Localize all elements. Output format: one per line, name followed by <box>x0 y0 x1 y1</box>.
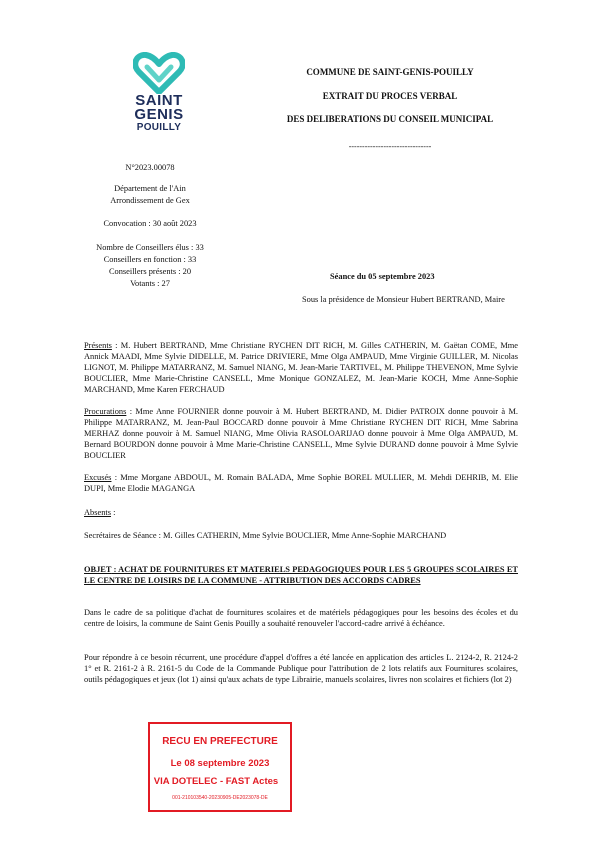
presents-paragraph <box>84 340 518 395</box>
header-extrait: EXTRAIT DU PROCES VERBAL <box>322 91 458 101</box>
excuses-text: : Mme Morgane ABDOUL, M. Romain BALADA, Mme Sophie BOREL MULLIER, M. Mehdi DEHRIB, M. Elie DUPI, Mme Elodie MAGANGA <box>84 473 518 493</box>
stamp-via: VIA DOTELEC - FAST Actes <box>153 776 279 787</box>
presents-label: Présents <box>84 341 112 350</box>
logo-line-saint: SAINT <box>135 92 183 109</box>
header-deliberations: DES DELIBERATIONS DU CONSEIL MUNICIPAL <box>286 114 494 124</box>
procurations-label: Procurations <box>84 407 127 416</box>
objet-label: OBJET <box>84 565 112 574</box>
stamp-date: Le 08 septembre 2023 <box>170 758 270 769</box>
header-separator: ------------------------------- <box>348 142 432 151</box>
heart-logo-icon <box>133 52 185 94</box>
procurations-paragraph <box>84 406 518 461</box>
context-paragraph: Dans le cadre de sa politique d'achat de fournitures scolaires et de matériels pédagogiques pour les besoins des écoles et du centre de loisirs, la commune de Saint Genis Pouilly a souhaité renouveler l'accord-cadre arrivé à échéance. <box>84 608 518 628</box>
absents-label: Absents <box>84 508 111 517</box>
logo-line-genis: GENIS <box>134 106 184 123</box>
commune-logo <box>128 52 190 134</box>
presents-text: : M. Hubert BERTRAND, Mme Christiane RYCHEN DIT RICH, M. Gilles CATHERIN, M. Gaëtan COME, Mme Annick MAADI, Mme Sylvie DIDELLE, M. Patrice DRIVIERE, Mme Olga AMPAUD, Mme Virginie GUILLER, M. Nicolas LIGNOT, M. Philippe MATARRANZ, M. Samuel NIANG, M. Jean-Marie TARTIVEL, M. Philippe THEVENON, Mme Sylvie BOUCLIER, Mme Marie-Christine CANSELL, Mme Monique GONZALEZ, M. Jean-Marie KOCH, Mme Anne-Sophie MARCHAND, Mme Karen FERCHAUD <box>84 341 518 394</box>
prefecture-stamp <box>148 722 292 812</box>
logo-wordmark <box>128 94 190 134</box>
presidence: Sous la présidence de Monsieur Hubert BERTRAND, Maire <box>302 295 505 304</box>
header-commune: COMMUNE DE SAINT-GENIS-POUILLY <box>306 67 474 77</box>
seance-title: Séance du 05 septembre 2023 <box>330 272 435 281</box>
votants: Votants : 27 <box>130 279 170 288</box>
excuses-paragraph <box>84 472 518 494</box>
arrondissement: Arrondissement de Gex <box>110 196 190 205</box>
conseillers-presents: Conseillers présents : 20 <box>108 267 192 276</box>
secretaires-seance: Secrétaires de Séance : M. Gilles CATHERIN, Mme Sylvie BOUCLIER, Mme Anne-Sophie MARCHAND <box>84 531 447 540</box>
objet-text: : ACHAT DE FOURNITURES ET MATERIELS PEDAGOGIQUES POUR LES 5 GROUPES SCOLAIRES ET LE CENTRE DE LOISIRS DE LA COMMUNE - ATTRIBUTION DES ACCORDS CADRES <box>84 565 518 585</box>
procurations-text: : Mme Anne FOURNIER donne pouvoir à M. Hubert BERTRAND, M. Didier PATROIX donne pouvoir à M. Philippe MATARRANZ, M. Jean-Paul BOCCARD donne pouvoir à Mme Christiane RYCHEN DIT RICH, Mme Sabrina MERHAZ donne pouvoir à M. Samuel NIANG, Mme Olivia RASOLOARIJAO donne pouvoir à Mme Olga AMPAUD, M. Bernard BOURDON donne pouvoir à Mme Marie-Christine CANSELL, Mme Sylvie DURAND donne pouvoir à Mme Sylvie BOUCLIER <box>84 407 518 460</box>
conseillers-fonction: Conseillers en fonction : 33 <box>103 255 197 264</box>
absents-text: : <box>111 508 116 517</box>
excuses-label: Excusés <box>84 473 112 482</box>
deliberation-number: N°2023.00078 <box>125 163 175 172</box>
stamp-recu: RECU EN PREFECTURE <box>162 736 278 747</box>
conseillers-elus: Nombre de Conseillers élus : 33 <box>96 243 204 252</box>
logo-line-pouilly: POUILLY <box>136 122 182 133</box>
stamp-reference: 001-210103540-20230905-DE2023078-DE <box>172 795 268 801</box>
procedure-paragraph: Pour répondre à ce besoin récurrent, une procédure d'appel d'offres a été lancée en application des articles L. 2124-2, R. 2124-2 1° et R. 2161-2 à R. 2161-5 du Code de la Commande Publique pour l'attribution de 2 lots relatifs aux Fournitures scolaires, outils pédagogiques et jeux (lot 1) ainsi qu'aux achats de type Librairie, manuels scolaires, livres non scolaires et fichiers (lot 2) <box>84 653 518 684</box>
objet-paragraph <box>84 564 518 586</box>
departement: Département de l'Ain <box>114 184 186 193</box>
absents-paragraph <box>84 507 518 518</box>
convocation-date: Convocation : 30 août 2023 <box>103 219 197 228</box>
